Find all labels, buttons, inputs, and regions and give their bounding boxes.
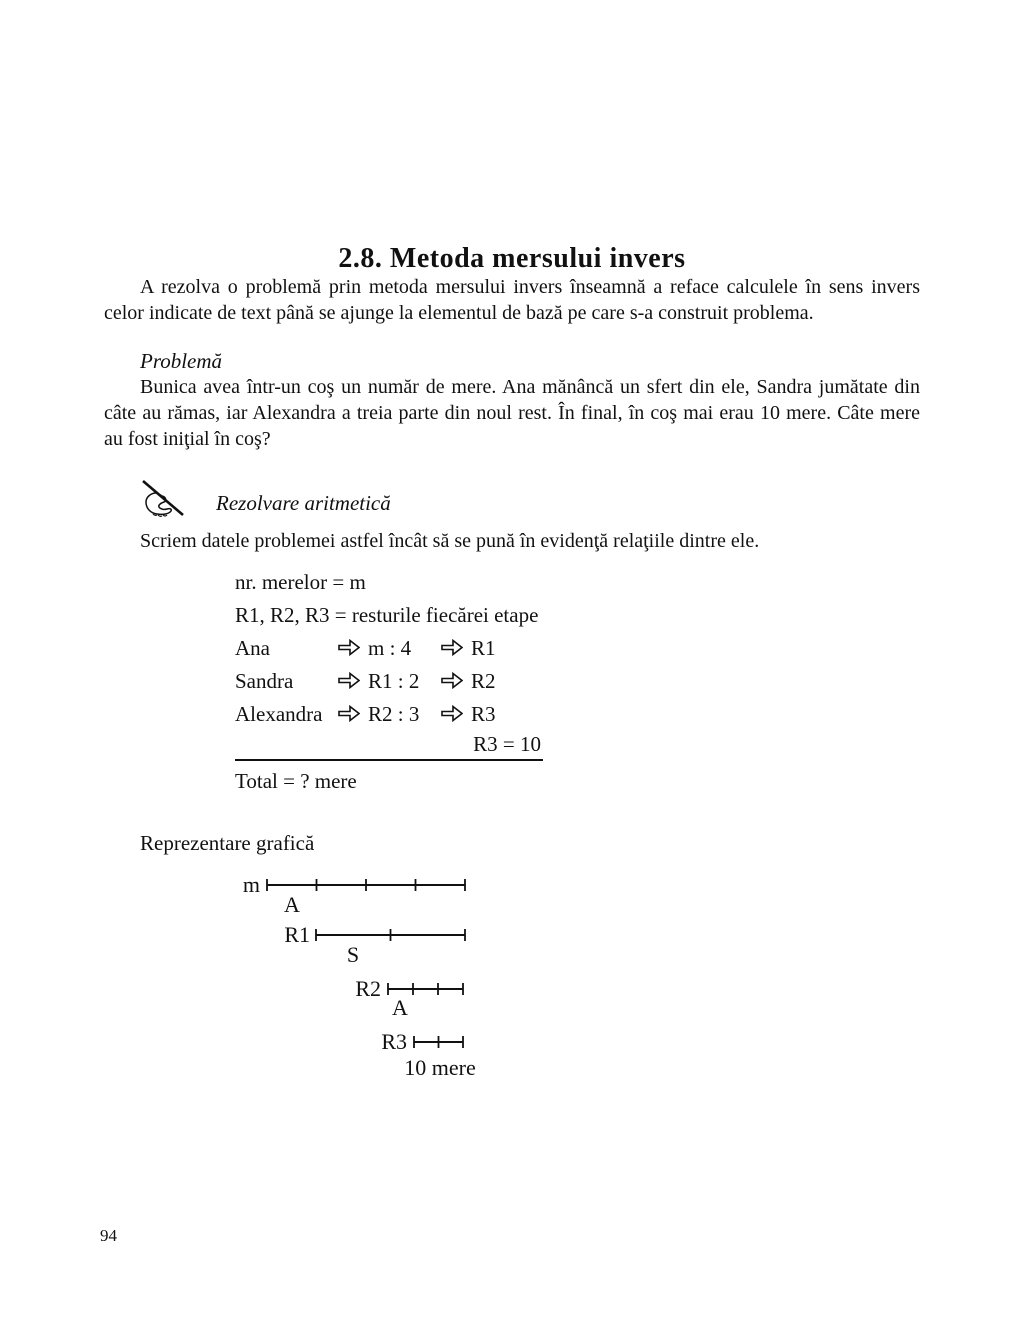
- total-line: Total = ? mere: [235, 769, 357, 793]
- segment-label-r3: R3: [381, 1029, 407, 1054]
- solution-heading: Rezolvare aritmetică: [216, 490, 391, 515]
- data-row-ana: [235, 632, 920, 665]
- segment-sublabel-s: S: [346, 942, 360, 967]
- page-number: 94: [100, 1226, 117, 1245]
- person-label: Alexandra: [235, 702, 323, 726]
- segment-diagram-svg: [230, 864, 540, 1084]
- figure-heading: Reprezentare grafică: [140, 831, 315, 855]
- right-arrow-icon: [338, 699, 368, 732]
- page-title: 2.8. Metoda mersului invers: [338, 243, 686, 274]
- right-arrow-icon: [441, 699, 471, 732]
- result-label: R2: [471, 669, 496, 693]
- right-arrow-icon: [338, 666, 368, 699]
- person-label: Sandra: [235, 669, 294, 693]
- right-arrow-icon: [338, 633, 368, 666]
- segment-diagram: [230, 864, 540, 1084]
- segment-label-r1: R1: [284, 922, 310, 947]
- final-equation: R3 = 10: [235, 731, 543, 761]
- segment-sublabel-a1: A: [284, 892, 300, 917]
- expression: R1 : 2: [368, 669, 420, 693]
- right-arrow-icon: [441, 666, 471, 699]
- right-arrow-icon: [441, 633, 471, 666]
- segment-label-r2: R2: [355, 976, 381, 1001]
- result-label: R1: [471, 636, 496, 660]
- writing-hand-icon: [140, 480, 190, 527]
- expression: m : 4: [368, 636, 412, 660]
- arithmetic-data-block: [235, 566, 920, 798]
- segment-result-label: 10 mere: [404, 1055, 476, 1080]
- result-label: R3: [471, 702, 496, 726]
- segment-sublabel-a2: A: [392, 995, 408, 1020]
- data-line-resturi: R1, R2, R3 = resturile fiecărei etape: [235, 603, 539, 627]
- data-line-merelor: nr. merelor = m: [235, 570, 366, 594]
- intro-paragraph: A rezolva o problemă prin metoda mersului invers înseamnă a reface calculele în sens invers celor indicate de text până se ajunge la elementul de bază pe care s-a construit problema.: [104, 276, 920, 324]
- expression: R2 : 3: [368, 702, 420, 726]
- segment-label-m: m: [242, 872, 260, 897]
- person-label: Ana: [235, 636, 270, 660]
- data-row-alexandra: [235, 698, 920, 731]
- solution-lead: Scriem datele problemei astfel încât să se pună în evidenţă relaţiile dintre ele.: [140, 530, 760, 552]
- data-row-sandra: [235, 665, 920, 698]
- solution-heading-row: [140, 480, 920, 526]
- problem-text: Bunica avea într-un coş un număr de mere. Ana mănâncă un sfert din ele, Sandra jumătate din câte au rămas, iar Alexandra a treia parte din noul rest. În final, în coş mai erau 10 mere. Câte mere au fost iniţial în coş?: [104, 376, 920, 450]
- problem-heading: Problemă: [140, 349, 223, 373]
